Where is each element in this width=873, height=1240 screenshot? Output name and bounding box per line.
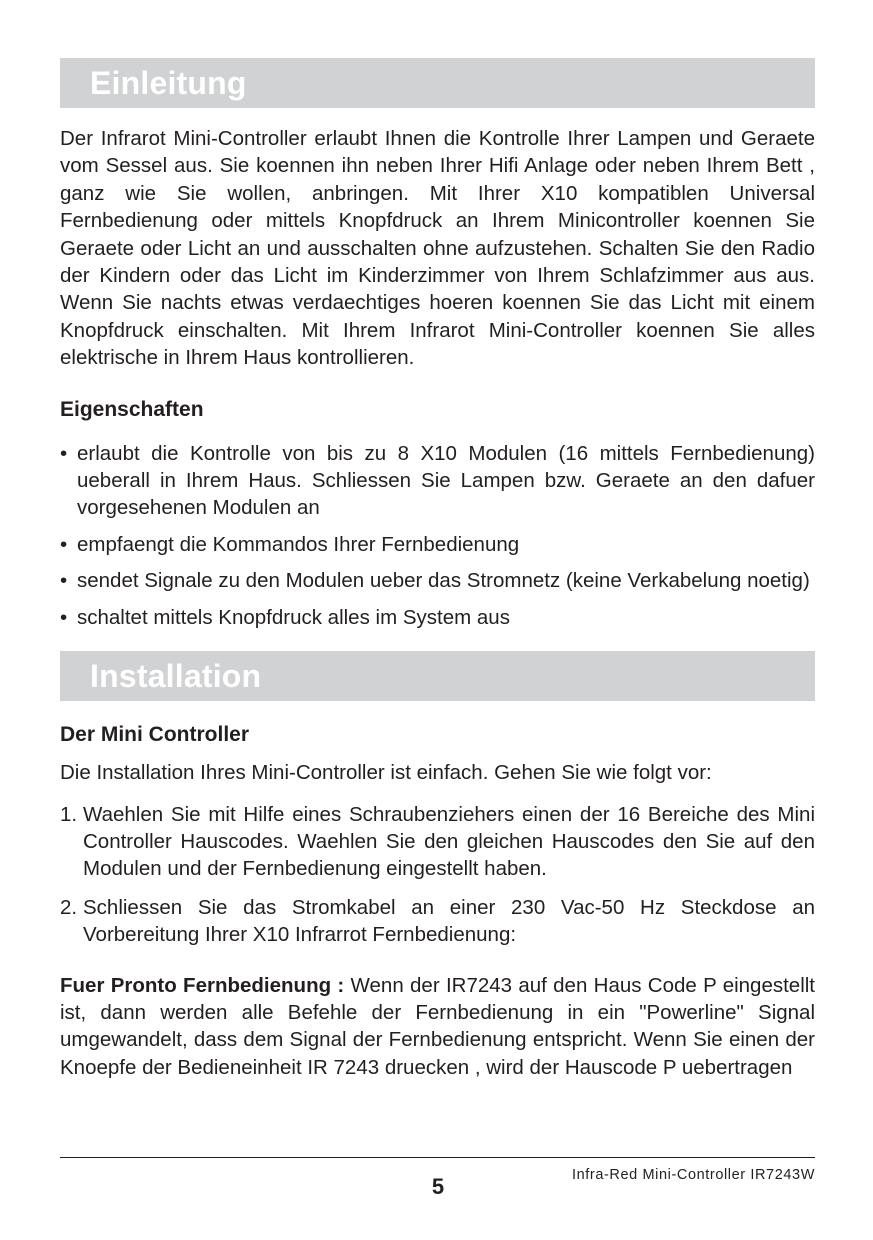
list-item-text: schaltet mittels Knopfdruck alles im System aus: [77, 605, 510, 629]
features-list: [60, 440, 815, 631]
list-item: [60, 531, 815, 558]
section-banner-einleitung: [60, 58, 815, 108]
installation-intro: Die Installation Ihres Mini-Controller ist einfach. Gehen Sie wie folgt vor:: [60, 761, 712, 785]
list-item: [60, 801, 815, 883]
footer-document-title: Infra-Red Mini-Controller IR7243W: [571, 1167, 815, 1183]
list-item: [60, 604, 815, 631]
list-item: [60, 894, 815, 949]
pronto-lead: Fuer Pronto Fernbedienung :: [60, 973, 345, 997]
step-text: Schliessen Sie das Stromkabel an einer 230 Vac-50 Hz Steckdose an Vorbereitung Ihrer X10 Infrarrot Fernbedienung:: [83, 895, 815, 947]
section-title: Einleitung: [90, 64, 247, 101]
list-item: [60, 567, 815, 594]
bullet-icon: •: [60, 605, 68, 629]
step-number: 1.: [60, 802, 78, 826]
page-content: [60, 58, 815, 1081]
pronto-paragraph: [60, 972, 815, 1082]
bullet-icon: •: [60, 441, 68, 465]
intro-paragraph: Der Infrarot Mini-Controller erlaubt Ihnen die Kontrolle Ihrer Lampen und Geraete vom Sessel aus. Sie koennen ihn neben Ihrer Hifi Anlage oder neben Ihrem Bett , ganz wie Sie wollen, anbringen. Mit Ihrer X10 kompatiblen Universal Fernbedienung oder mittels Knopfdruck an Ihrem Minicontroller koennen Sie Geraete oder Licht an und ausschalten ohne aufzustehen. Schalten Sie den Radio der Kindern oder das Licht im Kinderzimmer von Ihrem Schlafzimmer aus aus. Wenn Sie nachts etwas verdaechtiges hoeren koennen Sie das Licht mit einem Knopfdruck einschalten. Mit Ihrem Infrarot Mini-Controller koennen Sie alles elektrische in Ihrem Haus kontrollieren.: [60, 127, 815, 370]
list-item-text: empfaengt die Kommandos Ihrer Fernbedienung: [77, 532, 520, 556]
step-number: 2.: [60, 895, 78, 919]
section-title: Installation: [90, 657, 262, 694]
features-heading: Eigenschaften: [60, 397, 204, 421]
mini-controller-heading: Der Mini Controller: [60, 723, 250, 747]
list-item-text: erlaubt die Kontrolle von bis zu 8 X10 Modulen (16 mittels Fernbedienung) ueberall in Ihrem Haus. Schliessen Sie Lampen bzw. Geraete an den dafuer vorgesehenen Modulen an: [77, 441, 815, 520]
footer-divider: [60, 1157, 815, 1158]
pronto-text: Wenn der IR7243 auf den Haus Code P eingestellt ist, dann werden alle Befehle der Fernbedienung in ein "Powerline" Signal umgewandelt, dass dem Signal der Fernbedienung entspricht. Wenn Sie einen der Knoepfe der Bedieneinheit IR 7243 druecken , wird der Hauscode P uebertragen: [60, 973, 816, 1079]
bullet-icon: •: [60, 532, 68, 556]
installation-steps: [60, 801, 815, 949]
bullet-icon: •: [60, 569, 68, 593]
section-banner-installation: [60, 651, 815, 701]
list-item-text: sendet Signale zu den Modulen ueber das Stromnetz (keine Verkabelung noetig): [77, 569, 810, 593]
step-text: Waehlen Sie mit Hilfe eines Schraubenziehers einen der 16 Bereiche des Mini Controller Hauscodes. Waehlen Sie den gleichen Hauscodes den Sie auf den Modulen und der Fernbedienung eingestellt haben.: [83, 802, 815, 881]
list-item: [60, 440, 815, 522]
page-number: 5: [431, 1174, 445, 1199]
